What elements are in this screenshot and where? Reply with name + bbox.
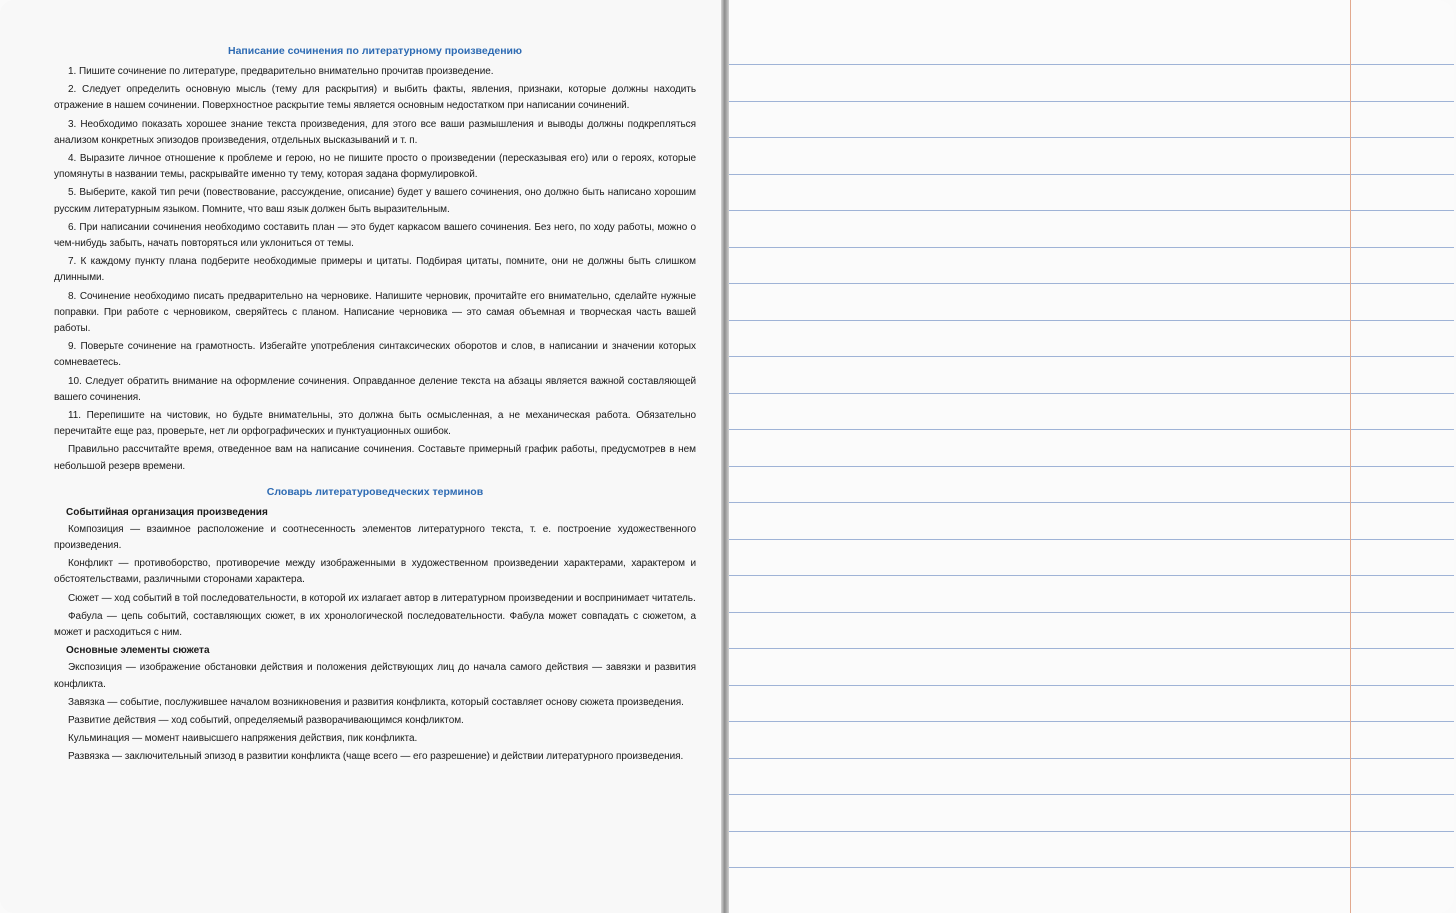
ruled-line (729, 466, 1454, 467)
term-definition: Развязка — заключительный эпизод в развитии конфликта (чаще всего — его разрешение) и действии литературного произведения. (68, 751, 684, 763)
ruled-line (729, 64, 1454, 65)
term-definition: Конфликт — противоборство, противоречие между изображенными в художественном произведении характерами, характером и обстоятельствами, различными сторонами характера. (54, 558, 696, 586)
ruled-line (729, 502, 1454, 503)
ruled-line (729, 356, 1454, 357)
ruled-line (729, 101, 1454, 102)
rule-paragraph: 10. Следует обратить внимание на оформление сочинения. Оправданное деление текста на абзацы является важной составляющей вашего сочинения. (54, 375, 696, 403)
ruled-line (729, 393, 1454, 394)
ruled-line (729, 174, 1454, 175)
term-definition: Развитие действия — ход событий, определяемый разворачивающимся конфликтом. (68, 714, 464, 726)
rule-paragraph: 9. Поверьте сочинение на грамотность. Избегайте употребления синтаксических оборотов и слов, в написании и значении которых сомневаетесь. (54, 341, 696, 369)
ruled-line (729, 831, 1454, 832)
ruled-line (729, 429, 1454, 430)
ruled-line (729, 758, 1454, 759)
term-definition: Композиция — взаимное расположение и соотнесенность элементов литературного текста, т. е. построение художественного произведения. (54, 523, 696, 552)
rule-paragraph: 1. Пишите сочинение по литературе, предварительно внимательно прочитав произведение. (68, 66, 494, 77)
ruled-line (729, 320, 1454, 321)
rule-paragraph: 11. Перепишите на чистовик, но будьте внимательны, это должна быть осмысленная, а не механическая работа. Обязательно перечитайте еще раз, проверьте, нет ли орфографических и пунктуационных ошибок. (54, 410, 696, 438)
ruled-line (729, 794, 1454, 795)
rule-paragraph: 8. Сочинение необходимо писать предварительно на черновике. Напишите черновик, прочитайте его внимательно, сделайте нужные поправки. При работе с черновиком, сверяйтесь с планом. Написание черновика — это самая объемная и творческая часть вашей работы. (54, 290, 696, 335)
rule-paragraph: 7. К каждому пункту плана подберите необходимые примеры и цитаты. Подбирая цитаты, помните, они не должны быть слишком длинными. (54, 256, 696, 284)
term-definition: Сюжет — ход событий в той последовательности, в которой их излагает автор в литературном произведении и воспринимает читатель. (68, 592, 696, 604)
page-title: Написание сочинения по литературному произведению (228, 45, 522, 57)
ruled-line (729, 721, 1454, 722)
right-page-lined (729, 0, 1454, 913)
ruled-line (729, 612, 1454, 613)
term-definition: Фабула — цепь событий, составляющих сюжет, в их хронологической последовательности. Фабула может совпадать с сюжетом, а может и расходиться с ним. (54, 610, 696, 639)
ruled-line (729, 648, 1454, 649)
section-heading: Событийная организация произведения (66, 506, 268, 518)
notebook-spine (721, 0, 729, 913)
ruled-line (729, 137, 1454, 138)
term-definition: Экспозиция — изображение обстановки действия и положения действующих лиц до начала самого действия — завязки и развития конфликта. (54, 662, 696, 690)
left-page (0, 0, 722, 913)
rule-paragraph: 5. Выберите, какой тип речи (повествование, рассуждение, описание) будет у вашего сочинения, оно должно быть написано хорошим русским литературным языком. Помните, что ваш язык должен быть выразительным. (54, 187, 696, 215)
glossary-title: Словарь литературоведческих терминов (266, 485, 484, 498)
ruled-line (729, 575, 1454, 576)
margin-line (1350, 0, 1351, 913)
rule-paragraph: Правильно рассчитайте время, отведенное вам на написание сочинения. Составьте примерный график работы, предусмотрев в нем небольшой резерв времени. (54, 444, 696, 472)
section-heading: Основные элементы сюжета (66, 645, 210, 657)
term-definition: Завязка — событие, послужившее началом возникновения и развития конфликта, который составляет основу сюжета произведения. (68, 696, 684, 708)
ruled-line (729, 867, 1454, 868)
rule-paragraph: 2. Следует определить основную мысль (тему для раскрытия) и выбить факты, явления, признаки, которые должны находить отражение в нашем сочинении. Поверхностное раскрытие темы является основным недостатком при написании сочинений. (54, 84, 696, 112)
term-definition: Кульминация — момент наивысшего напряжения действия, пик конфликта. (68, 733, 418, 745)
ruled-line (729, 283, 1454, 284)
ruled-line (729, 210, 1454, 211)
rule-paragraph: 4. Выразите личное отношение к проблеме и герою, но не пишите просто о произведении (пересказывая его) или о героях, которые упомянуты в названии темы, раскрывайте именно ту тему, которая задана формулировкой. (54, 153, 696, 181)
rule-paragraph: 3. Необходимо показать хорошее знание текста произведения, для этого все ваши размышления и выводы должны подкрепляться анализом конкретных эпизодов произведения, отдельных высказываний и т. п. (54, 118, 696, 146)
rule-paragraph: 6. При написании сочинения необходимо составить план — это будет каркасом вашего сочинения. Без него, по ходу работы, можно о чем-нибудь забыть, начать повторяться или уклониться от темы. (54, 221, 696, 250)
ruled-line (729, 539, 1454, 540)
ruled-line (729, 685, 1454, 686)
ruled-line (729, 247, 1454, 248)
